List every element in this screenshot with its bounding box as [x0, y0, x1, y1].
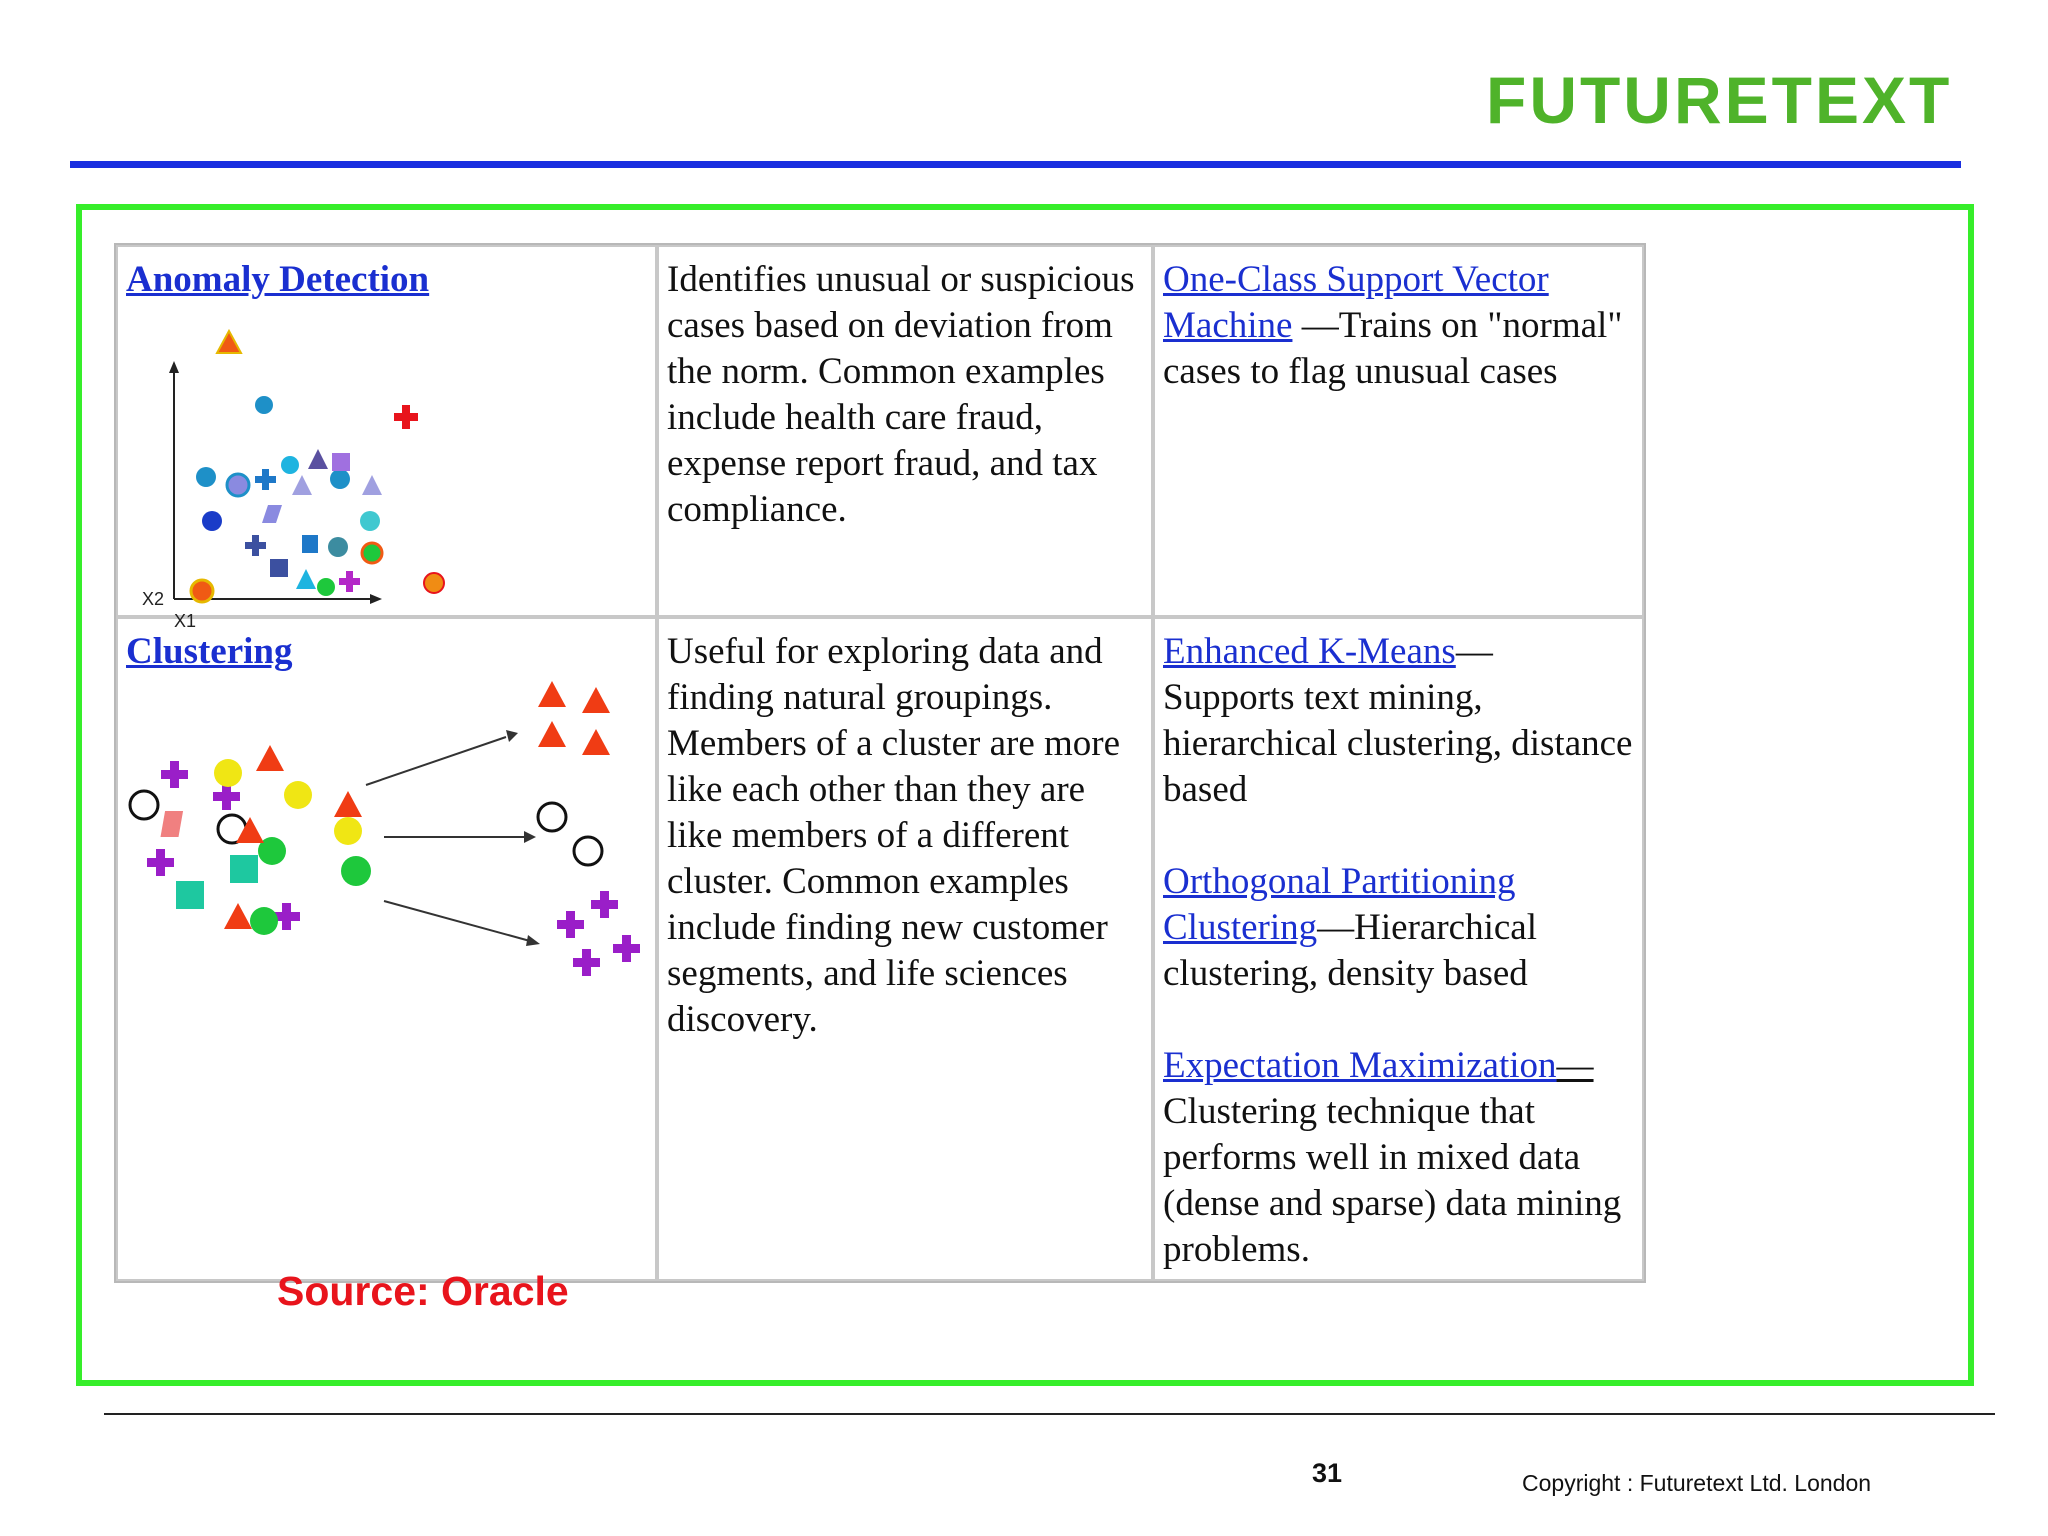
enhanced-k-means-link[interactable]: Enhanced K-Means	[1163, 631, 1456, 672]
futuretext-logo: FUTURETEXT	[1486, 63, 1953, 137]
mining-techniques-table	[114, 243, 1646, 1283]
page-number: 31	[1312, 1458, 1343, 1488]
source-note: Source: Oracle	[277, 1268, 569, 1314]
description-cell	[657, 245, 1153, 617]
anomaly-scatter-illustration	[126, 309, 446, 631]
orthogonal-partitioning-clustering-link[interactable]: Orthogonal Partitioning Clustering	[1163, 861, 1516, 948]
anomaly-detection-link[interactable]: Anomaly Detection	[126, 259, 430, 300]
algorithm-separator: —	[1556, 1045, 1594, 1086]
anomaly-description: Identifies unusual or suspicious cases based on deviation from the norm. Common examples include health care fraud, expense report fraud, and tax compliance.	[667, 259, 1135, 530]
footer-divider	[104, 1413, 1995, 1415]
algorithms-cell	[1153, 617, 1644, 1281]
algorithm-entry	[1163, 859, 1634, 997]
algorithm-entry	[1163, 257, 1634, 395]
clustering-description: Useful for exploring data and finding natural groupings. Members of a cluster are more like each other than they are like members of a different cluster. Common examples include finding new customer segments, and life sciences discovery.	[667, 631, 1121, 1040]
one-class-svm-link[interactable]: One-Class Support Vector Machine	[1163, 259, 1549, 346]
algorithm-entry	[1163, 629, 1634, 813]
y-axis-label: X2	[142, 589, 165, 609]
algorithm-separator: —	[1292, 305, 1339, 346]
x-axis-label: X1	[174, 611, 197, 631]
expectation-maximization-link[interactable]: Expectation Maximization	[1163, 1045, 1557, 1086]
algorithm-entry	[1163, 1043, 1634, 1273]
algorithms-cell	[1153, 245, 1644, 617]
clustering-illustration	[126, 681, 646, 1011]
copyright-text: Copyright : Futuretext Ltd. London	[1522, 1470, 1872, 1496]
algorithm-description: Clustering technique that performs well in mixed data (dense and sparse) data mining problems.	[1163, 1091, 1622, 1270]
algorithm-description: Trains on "normal" cases to flag unusual cases	[1163, 305, 1623, 392]
technique-cell	[116, 245, 657, 631]
clustering-link[interactable]: Clustering	[126, 631, 293, 672]
algorithm-description: Supports text mining, hierarchical clustering, distance based	[1163, 677, 1633, 810]
algorithm-separator: —	[1455, 631, 1493, 672]
algorithm-description: Hierarchical clustering, density based	[1163, 907, 1537, 994]
header-divider	[70, 161, 1961, 168]
technique-cell	[116, 617, 657, 1281]
algorithm-separator: —	[1317, 907, 1355, 948]
table-row	[116, 245, 1644, 617]
table-row	[116, 617, 1644, 1281]
description-cell	[657, 617, 1153, 1281]
